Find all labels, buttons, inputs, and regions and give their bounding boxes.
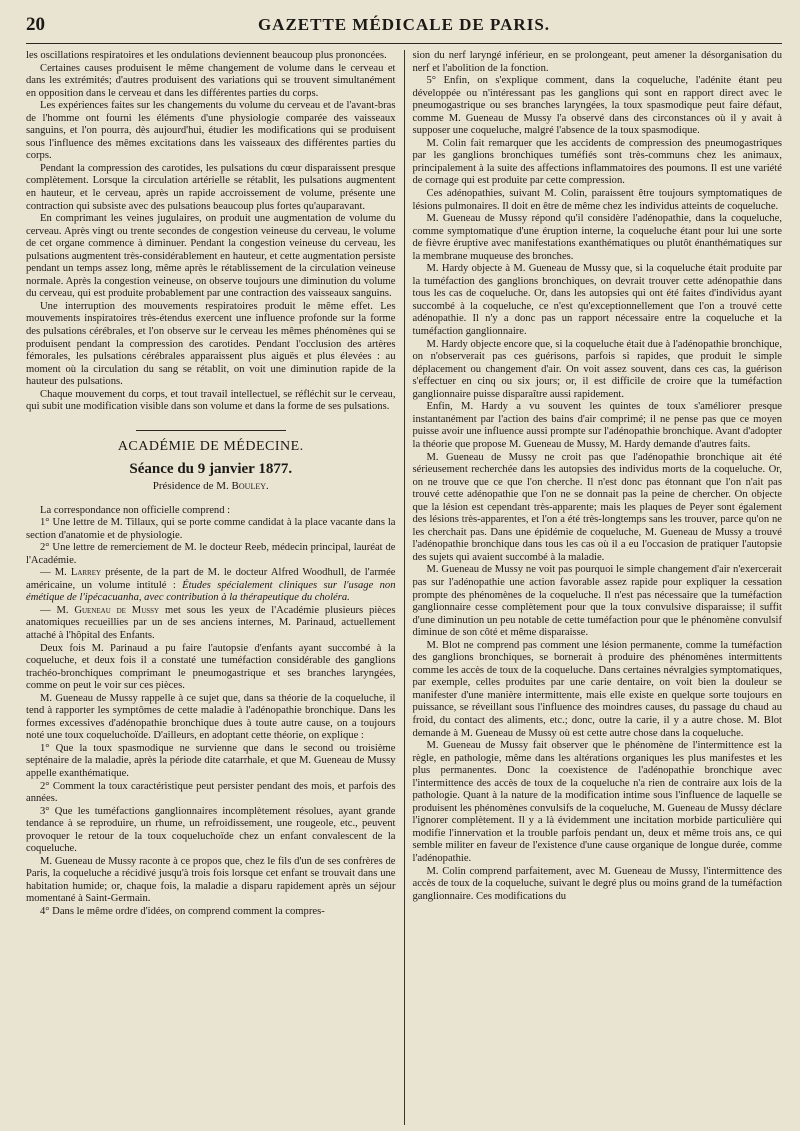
correspondence-item: 2° Une lettre de remerciement de M. le docteur Reeb, médecin principal, lauréat de l'Académie. [26, 542, 396, 566]
paragraph: 3° Que les tuméfactions ganglionnaires incomplètement résolues, ayant grande tendance à se reproduire, un rhume, un refroidissement, une rougeole, etc., peuvent provoquer le retour de la toux coqueluchoïde chez un enfant convalescent de la coqueluche. [26, 805, 396, 855]
paragraph: sion du nerf laryngé inférieur, en se prolongeant, peut amener la désorganisation du nerf et l'abolition de la fonction. [412, 50, 782, 74]
paragraph: Ces adénopathies, suivant M. Colin, paraissent être toujours symptomatiques de lésions pulmonaires. Il doit en être de même chez les individus atteints de coqueluche. [412, 188, 782, 212]
presidency-line [26, 480, 396, 493]
paragraph: 1° Que la toux spasmodique ne survienne que dans le second ou troisième septénaire de la maladie, après la période dite catarrhale, et que M. Gueneau de Mussy appelle exanthématique. [26, 742, 396, 779]
paragraph: Deux fois M. Parinaud a pu faire l'autopsie d'enfants ayant succombé à la coqueluche, et deux fois il a constaté une tuméfaction considérable des ganglions trachéo-bronchiques comprimant le pneumogastrique et ses branches laryngées, comme on peut le voir sur ces pièces. [26, 642, 396, 692]
paragraph: 2° Comment la toux caractéristique peut persister pendant des mois, et parfois des années. [26, 780, 396, 805]
gueneau-paragraph [26, 605, 396, 643]
page-header [26, 14, 782, 44]
paragraph: Chaque mouvement du corps, et tout travail intellectuel, se réfléchit sur le cerveau, qui subit une modification visible dans son volume et dans la forme de ses pulsations. [26, 388, 396, 413]
paragraph: M. Hardy objecte encore que, si la coqueluche était due à l'adénopathie bronchique, on n'observerait pas ces guérisons, parfois si rapides, que produit le simple déplacement ou changement d'air. On voit assez souvent, dans ces cas, la guérison s'effectuer en cinq ou six jours; or, il est difficile de croire que la tuméfaction ganglionnaire puisse disparaître aussi rapidement. [412, 338, 782, 400]
paragraph: Pendant la compression des carotides, les pulsations du cœur disparaissent presque complètement. Lorsque la circulation artérielle se rétablit, les pulsations augmentent en hauteur, et le cerveau, après un rapide accroissement de volume, présente une contraction qui subsiste avec des pulsations beaucoup plus fortes qu'auparavant. [26, 162, 396, 212]
section-divider [136, 430, 286, 431]
presidency-prefix: Présidence de M. [152, 479, 232, 492]
paragraph: Certaines causes produisent le même changement de volume dans le cerveau et dans les extrémités; d'autres produisent des variations qui se trouvent simultanément en opposition dans le cerveau et dans les différentes parties du corps. [26, 62, 396, 99]
paragraph: M. Gueneau de Mussy fait observer que le phénomène de l'intermittence est la règle, en pathologie, même dans les altérations organiques les plus manifestes et les plus permanentes. Donc la coexistence de l'adénopathie bronchique avec l'intermittence des accès de toux de la coqueluche n'a rien de contraire aux lois de la pathologie. Quant à la nature de la modification intime sous l'influence de laquelle se produisent les phénomènes convulsifs de la coqueluche, M. Gueneau de Mussy déclare l'ignorer complètement. Il y a là évidemment une incitation morbide particulière qui modifie l'innervation et la trouble parfois pendant un, deux et même trois ans, ce qui semble militer en faveur de l'existence d'une cause organique de longue durée, comme l'adénopathie. [412, 740, 782, 864]
left-column [26, 50, 404, 1125]
correspondence-intro: La correspondance non officielle comprend : [40, 504, 231, 516]
speaker-name: — M. Gueneau de Mussy [40, 604, 160, 616]
paragraph: M. Gueneau de Mussy rappelle à ce sujet que, dans sa théorie de la coqueluche, il tend à rapporter les symptômes de cette maladie à l'adénopathie bronchique. Dans les formes excessives d'adénopathie bronchique dues à toute autre cause, on a toujours noté une toux coqueluchoïde. D'ailleurs, en adoptant cette théorie, on explique : [26, 692, 396, 742]
session-title: Séance du 9 janvier 1877. [129, 461, 293, 478]
page-number: 20 [26, 14, 45, 35]
paragraph: M. Blot ne comprend pas comment une lésion permanente, comme la tuméfaction des ganglions bronchiques, se bornerait à produire des phénomènes intermittents comme les accès de toux de la coqueluche. Dans certaines névralgies symptomatiques, par exemple, celles produites par une carie dentaire, on voit bien la douleur se manifester d'une manière intermittente, mais elle existe en quelque sorte toujours en puissance, se réveillant sous l'influence des moindres causes, du passage du chaud au froid, du contact des aliments, etc.; donc, outre la carie, il y a autre chose. M. Blot demande à M. Gueneau de Mussy où est cette autre chose dans la coqueluche. [412, 639, 782, 739]
paragraph: M. Gueneau de Mussy répond qu'il considère l'adénopathie, dans la coqueluche, comme symptomatique d'une éruption interne, la coqueluche étant pour lui une sorte de fièvre éruptive avec manifestations exanthématiques ou plutôt énanthématiques sur la membrane muqueuse des bronches. [412, 213, 782, 262]
right-column [404, 50, 783, 1125]
paragraph: M. Colin fait remarquer que les accidents de compression des pneumogastriques par les ganglions bronchiques tuméfiés sont très-communs chez les animaux, principalement à la suite des affections inflammatoires des poumons. Il est une variété de cornage qui est produite par cette compression. [412, 137, 782, 187]
section-title: ACADÉMIE DE MÉDECINE. [117, 438, 304, 454]
paragraph: 4° Dans le même ordre d'idées, on comprend comment la compres- [40, 906, 325, 917]
journal-title: GAZETTE MÉDICALE DE PARIS. [257, 15, 551, 34]
paragraph: Enfin, M. Hardy a vu souvent les quintes de toux s'améliorer presque instantanément par l'action des bains d'air comprimé; il ne pense pas que ce moyen puisse avoir une influence aussi prompte sur l'adénopathie bronchique. Avant d'adopter la théorie que propose M. Gueneau de Mussy, M. Hardy demande d'autres faits. [412, 401, 782, 450]
speaker-name: — M. Larrey [40, 567, 102, 579]
paragraph: En comprimant les veines jugulaires, on produit une augmentation de volume du cerveau. Après vingt ou trente secondes de congestion veineuse du cerveau, le volume de cet organe commence à diminuer. Pendant la congestion veineuse du cerveau, les pulsations augmentent très-considérablement en hauteur, et cette augmentation persiste pendant un temps assez long, même après le rétablissement de la circulation veineuse normale. Après la congestion veineuse, on observe toujours une diminution du volume du cerveau, qui est produite probablement par une contraction des vaisseaux sanguins. [26, 213, 396, 300]
paragraph: M. Hardy objecte à M. Gueneau de Mussy que, si la coqueluche était produite par la tuméfaction des ganglions bronchiques, on devrait trouver cette adénopathie dans tous les cas de coqueluche. Or, dans les autopsies qui ont été faites d'individus ayant succombé à la coqueluche, ce n'est qu'exceptionnellement que l'on a trouvé cette adénopathie. Il n'y a donc pas un rapport nécessaire entre la coqueluche et la tuméfaction ganglionnaire. [412, 263, 782, 338]
paragraph: 5° Enfin, on s'explique comment, dans la coqueluche, l'adénite étant peu développée ou n'intéressant pas les ganglions qui sont en rapport direct avec le pneumogastrique ou ses branches laryngées, la toux spasmodique peut faire défaut, comme M. Gueneau de Mussy l'a observé dans des circonstances où il y avait à supposer une coqueluche, malgré l'absence de la toux spasmodique. [412, 75, 782, 137]
book-title: Études spécialement cliniques sur l'usage non émétique de l'ipécacuanha, avec contribution à la thérapeutique du choléra. [26, 579, 396, 604]
text-columns [26, 50, 782, 1125]
president-name: Bouley. [231, 479, 269, 492]
paragraph: M. Gueneau de Mussy ne croit pas que l'adénopathie bronchique ait été sérieusement recherchée dans les autopsies des individus morts de la coqueluche. Or, on ne trouve que ce que l'on cherche. Il n'est donc pas étonnant que l'on n'ait pas trouvé cette adénopathie que l'on ne se donnait pas la peine de chercher. On objecte que la lésion est cependant très-apparente; mais les plaques de Peyer sont également des lésions très-apparentes, et l'on a été très-longtemps sans les trouver, parce qu'on ne les cherchait pas. Dans une épidémie de coqueluche, M. Gueneau de Mussy a trouvé l'adénopathie bronchique dans tous les cas où il a eu l'occasion de pratiquer l'autopsie des sujets qui avaient succombé à la maladie. [412, 451, 782, 563]
paragraph: Les expériences faites sur les changements du volume du cerveau et de l'avant-bras de l'homme ont fourni les éléments d'une physiologie comparée des vaisseaux sanguins, et l'on pourra, dès aujourd'hui, étudier les modifications qui se produisent sous l'influence des mêmes excitations dans les vaisseaux des différentes parties du corps. [26, 100, 396, 162]
correspondence-item: 1° Une lettre de M. Tillaux, qui se porte comme candidat à la place vacante dans la section d'anatomie et de physiologie. [26, 517, 396, 541]
paragraph: Une interruption des mouvements respiratoires produit le même effet. Les mouvements inspiratoires très-étendus exercent une influence profonde sur la forme des pulsations cérébrales, et l'on observe sur le cerveau les mêmes phénomènes qui se produisent pendant la compression des carotides. Pendant l'occlusion des artères fémorales, les pulsations cérébrales apparaissent plus aiguës et plus élevées : au moment où la circulation du sang se rétablit, on voit une diminution rapide de la hauteur des pulsations. [26, 300, 396, 388]
paragraph: M. Colin comprend parfaitement, avec M. Gueneau de Mussy, l'intermittence des accès de toux de la coqueluche, suivant le degré plus ou moins grand de la tuméfaction ganglionnaire. Ces modifications du [412, 865, 782, 902]
paragraph: M. Gueneau de Mussy ne voit pas pourquoi le simple changement d'air n'exercerait pas sur l'adénopathie une action favorable assez rapide pour expliquer la cessation prompte des phénomènes de la coqueluche. Il n'est pas nécessaire que la tuméfaction ganglionnaire cesse complètement pour que la toux convulsive disparaisse; il suffit d'une diminution un peu notable de cette tuméfaction pour que le phénomène convulsif diminue de son côté et même disparaisse. [412, 564, 782, 639]
paragraph-text: met sous les yeux de l'Académie plusieurs pièces anatomiques recueillies par un de ses anciens internes, M. Parinaud, actuellement attaché à l'hôpital des Enfants. [26, 604, 396, 641]
larrey-paragraph [26, 567, 396, 605]
paragraph: les oscillations respiratoires et les ondulations deviennent beaucoup plus prononcées. [26, 50, 387, 61]
paragraph-text: présente, de la part de M. le docteur Alfred Woodhull, de l'armée américaine, un volume intitulé : [26, 567, 396, 591]
paragraph: M. Gueneau de Mussy raconte à ce propos que, chez le fils d'un de ses confrères de Paris, la coqueluche a récidivé jusqu'à trois fois lorsque cet enfant se trouvait dans une habitation humide; or, chaque fois, la maladie a disparu rapidement après un séjour momentané à Saint-Germain. [26, 855, 396, 905]
